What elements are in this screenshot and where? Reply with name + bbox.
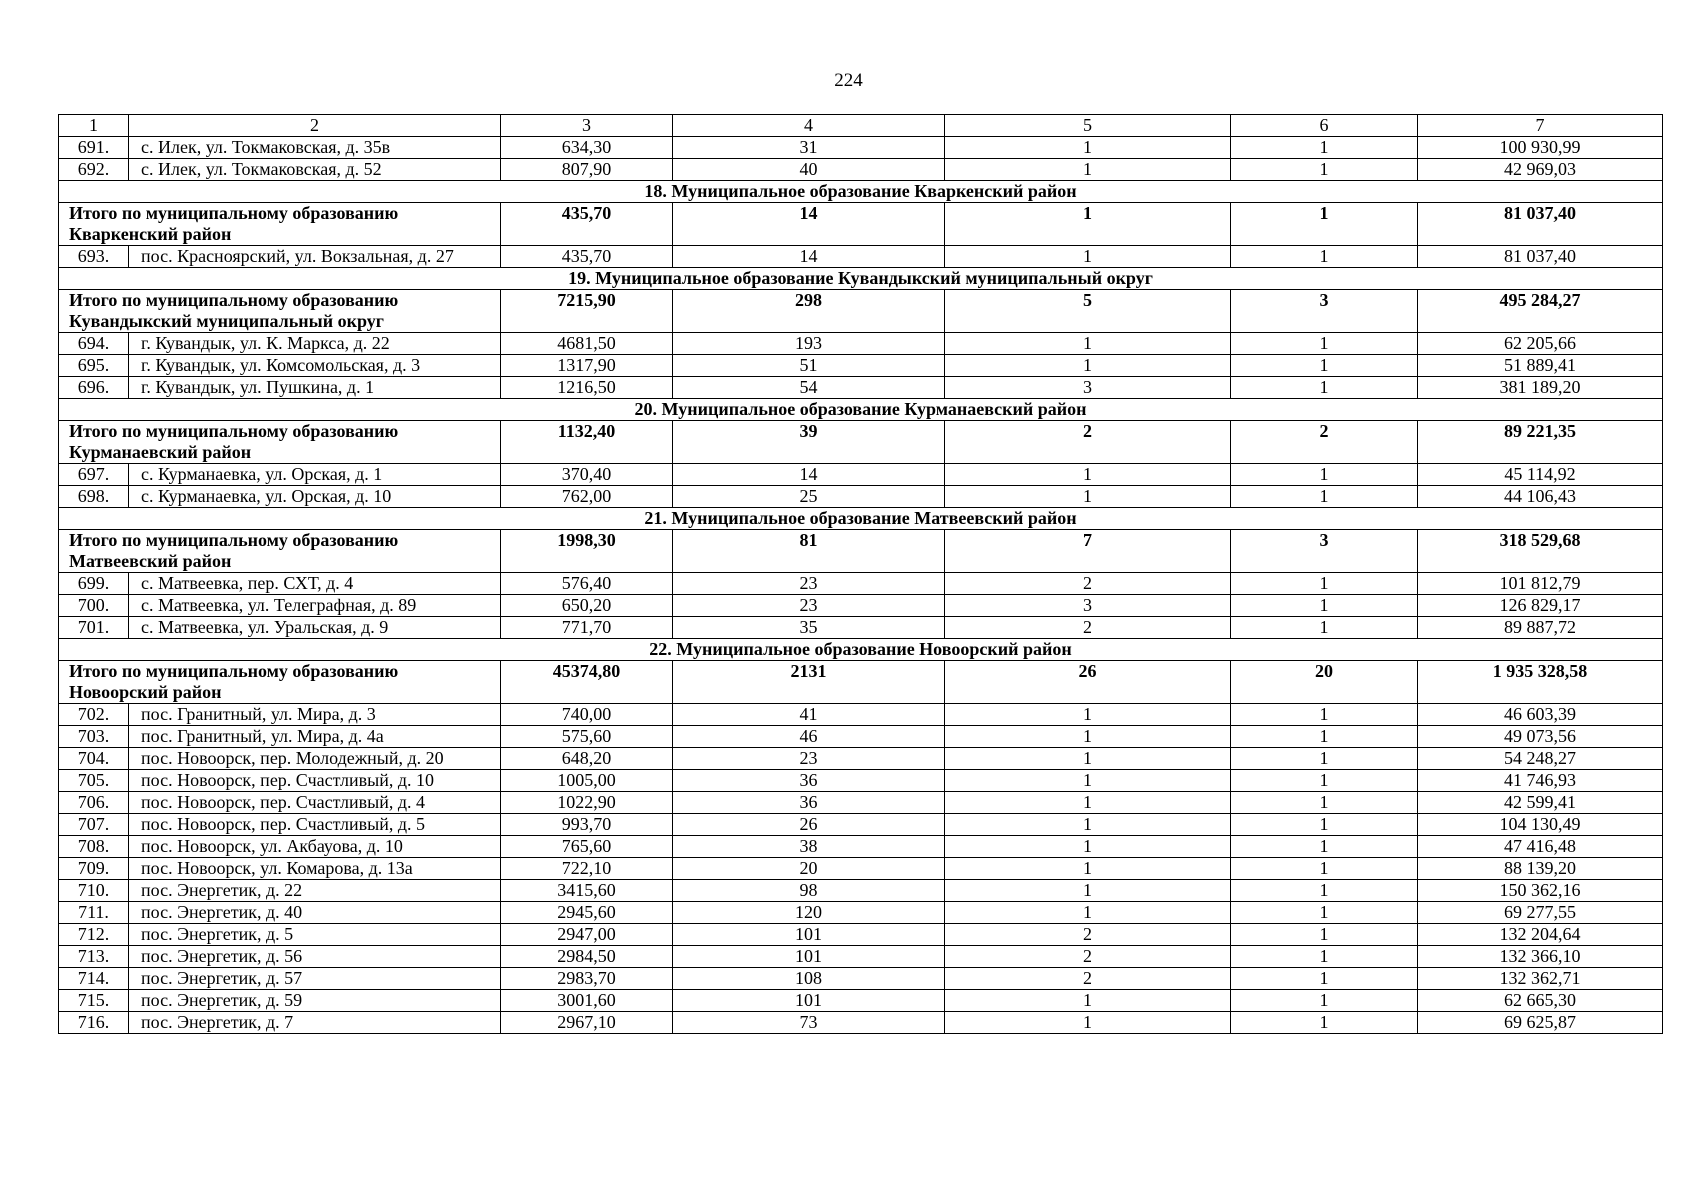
area-cell: 3001,60	[501, 990, 673, 1012]
amount-cell: 89 887,72	[1418, 617, 1663, 639]
subtotal-value: 7215,90	[501, 290, 673, 333]
col6-cell: 1	[1231, 704, 1418, 726]
subtotal-value: 1	[1231, 203, 1418, 246]
area-cell: 993,70	[501, 814, 673, 836]
col5-cell: 1	[945, 486, 1231, 508]
column-number-cell: 4	[673, 115, 945, 137]
table-row	[59, 246, 1663, 268]
table-row	[59, 355, 1663, 377]
address-cell: пос. Новоорск, пер. Счастливый, д. 5	[129, 814, 501, 836]
col6-cell: 1	[1231, 1012, 1418, 1034]
amount-cell: 101 812,79	[1418, 573, 1663, 595]
area-cell: 648,20	[501, 748, 673, 770]
subtotal-label: Итого по муниципальному образованию Кваркенский район	[59, 203, 501, 246]
amount-cell: 132 204,64	[1418, 924, 1663, 946]
column-number-cell: 5	[945, 115, 1231, 137]
amount-cell: 132 362,71	[1418, 968, 1663, 990]
subtotal-value: 1132,40	[501, 421, 673, 464]
residents-cell: 26	[673, 814, 945, 836]
col6-cell: 1	[1231, 836, 1418, 858]
table-row	[59, 946, 1663, 968]
area-cell: 1005,00	[501, 770, 673, 792]
col5-cell: 1	[945, 836, 1231, 858]
residents-cell: 101	[673, 924, 945, 946]
row-number: 696.	[59, 377, 129, 399]
subtotal-label: Итого по муниципальному образованию Кувандыкский муниципальный округ	[59, 290, 501, 333]
row-number: 702.	[59, 704, 129, 726]
row-number: 710.	[59, 880, 129, 902]
residents-cell: 101	[673, 946, 945, 968]
subtotal-row	[59, 290, 1663, 333]
residents-cell: 23	[673, 748, 945, 770]
subtotal-row	[59, 661, 1663, 704]
col5-cell: 1	[945, 880, 1231, 902]
amount-cell: 69 625,87	[1418, 1012, 1663, 1034]
section-heading: 22. Муниципальное образование Новоорский район	[59, 639, 1663, 661]
section-heading: 18. Муниципальное образование Кваркенский район	[59, 181, 1663, 203]
address-cell: пос. Энергетик, д. 22	[129, 880, 501, 902]
col5-cell: 1	[945, 902, 1231, 924]
column-number-cell: 7	[1418, 115, 1663, 137]
amount-cell: 132 366,10	[1418, 946, 1663, 968]
amount-cell: 42 969,03	[1418, 159, 1663, 181]
amount-cell: 47 416,48	[1418, 836, 1663, 858]
residents-cell: 51	[673, 355, 945, 377]
table-row	[59, 858, 1663, 880]
col6-cell: 1	[1231, 902, 1418, 924]
row-number: 704.	[59, 748, 129, 770]
amount-cell: 49 073,56	[1418, 726, 1663, 748]
address-cell: пос. Энергетик, д. 57	[129, 968, 501, 990]
col5-cell: 1	[945, 726, 1231, 748]
col5-cell: 1	[945, 770, 1231, 792]
housing-table	[58, 114, 1663, 1034]
col5-cell: 1	[945, 1012, 1231, 1034]
subtotal-value: 2	[1231, 421, 1418, 464]
subtotal-value: 7	[945, 530, 1231, 573]
col5-cell: 1	[945, 748, 1231, 770]
area-cell: 1022,90	[501, 792, 673, 814]
col5-cell: 1	[945, 464, 1231, 486]
table-row	[59, 486, 1663, 508]
amount-cell: 62 665,30	[1418, 990, 1663, 1012]
col6-cell: 1	[1231, 486, 1418, 508]
residents-cell: 20	[673, 858, 945, 880]
table-row	[59, 990, 1663, 1012]
amount-cell: 88 139,20	[1418, 858, 1663, 880]
section-heading-row	[59, 268, 1663, 290]
col6-cell: 1	[1231, 595, 1418, 617]
table-row	[59, 573, 1663, 595]
section-heading-row	[59, 399, 1663, 421]
table-row	[59, 333, 1663, 355]
address-cell: пос. Энергетик, д. 59	[129, 990, 501, 1012]
amount-cell: 69 277,55	[1418, 902, 1663, 924]
row-number: 711.	[59, 902, 129, 924]
address-cell: с. Илек, ул. Токмаковская, д. 35в	[129, 137, 501, 159]
address-cell: с. Матвеевка, ул. Телеграфная, д. 89	[129, 595, 501, 617]
subtotal-value: 5	[945, 290, 1231, 333]
amount-cell: 46 603,39	[1418, 704, 1663, 726]
subtotal-value: 81	[673, 530, 945, 573]
residents-cell: 98	[673, 880, 945, 902]
table-row	[59, 137, 1663, 159]
col5-cell: 2	[945, 617, 1231, 639]
table-row	[59, 880, 1663, 902]
subtotal-row	[59, 421, 1663, 464]
subtotal-value: 1 935 328,58	[1418, 661, 1663, 704]
row-number: 705.	[59, 770, 129, 792]
residents-cell: 31	[673, 137, 945, 159]
subtotal-value: 495 284,27	[1418, 290, 1663, 333]
row-number: 700.	[59, 595, 129, 617]
row-number: 709.	[59, 858, 129, 880]
col5-cell: 2	[945, 946, 1231, 968]
address-cell: пос. Гранитный, ул. Мира, д. 3	[129, 704, 501, 726]
area-cell: 650,20	[501, 595, 673, 617]
col6-cell: 1	[1231, 464, 1418, 486]
residents-cell: 41	[673, 704, 945, 726]
area-cell: 765,60	[501, 836, 673, 858]
row-number: 713.	[59, 946, 129, 968]
subtotal-value: 26	[945, 661, 1231, 704]
section-heading: 19. Муниципальное образование Кувандыкский муниципальный округ	[59, 268, 1663, 290]
address-cell: с. Илек, ул. Токмаковская, д. 52	[129, 159, 501, 181]
residents-cell: 38	[673, 836, 945, 858]
subtotal-value: 39	[673, 421, 945, 464]
row-number: 703.	[59, 726, 129, 748]
table-row	[59, 792, 1663, 814]
col6-cell: 1	[1231, 880, 1418, 902]
address-cell: г. Кувандык, ул. К. Маркса, д. 22	[129, 333, 501, 355]
residents-cell: 40	[673, 159, 945, 181]
residents-cell: 36	[673, 792, 945, 814]
col5-cell: 1	[945, 333, 1231, 355]
table-row	[59, 464, 1663, 486]
table-row	[59, 726, 1663, 748]
area-cell: 807,90	[501, 159, 673, 181]
col5-cell: 1	[945, 355, 1231, 377]
page-number: 224	[834, 70, 863, 91]
subtotal-value: 298	[673, 290, 945, 333]
residents-cell: 73	[673, 1012, 945, 1034]
col6-cell: 1	[1231, 748, 1418, 770]
residents-cell: 193	[673, 333, 945, 355]
col5-cell: 2	[945, 968, 1231, 990]
row-number: 701.	[59, 617, 129, 639]
area-cell: 1317,90	[501, 355, 673, 377]
address-cell: пос. Новоорск, ул. Акбауова, д. 10	[129, 836, 501, 858]
address-cell: г. Кувандык, ул. Пушкина, д. 1	[129, 377, 501, 399]
table-row	[59, 924, 1663, 946]
col5-cell: 3	[945, 595, 1231, 617]
residents-cell: 14	[673, 246, 945, 268]
subtotal-label: Итого по муниципальному образованию Новоорский район	[59, 661, 501, 704]
col6-cell: 1	[1231, 333, 1418, 355]
table-row	[59, 968, 1663, 990]
row-number: 708.	[59, 836, 129, 858]
residents-cell: 23	[673, 595, 945, 617]
table-row	[59, 836, 1663, 858]
address-cell: пос. Энергетик, д. 40	[129, 902, 501, 924]
subtotal-value: 3	[1231, 530, 1418, 573]
amount-cell: 41 746,93	[1418, 770, 1663, 792]
amount-cell: 42 599,41	[1418, 792, 1663, 814]
col5-cell: 2	[945, 924, 1231, 946]
section-heading-row	[59, 508, 1663, 530]
subtotal-value: 318 529,68	[1418, 530, 1663, 573]
address-cell: пос. Красноярский, ул. Вокзальная, д. 27	[129, 246, 501, 268]
area-cell: 740,00	[501, 704, 673, 726]
section-heading-row	[59, 639, 1663, 661]
row-number: 712.	[59, 924, 129, 946]
residents-cell: 108	[673, 968, 945, 990]
col5-cell: 1	[945, 159, 1231, 181]
area-cell: 1216,50	[501, 377, 673, 399]
row-number: 691.	[59, 137, 129, 159]
col6-cell: 1	[1231, 726, 1418, 748]
residents-cell: 46	[673, 726, 945, 748]
col6-cell: 1	[1231, 814, 1418, 836]
subtotal-value: 3	[1231, 290, 1418, 333]
subtotal-label: Итого по муниципальному образованию Матвеевский район	[59, 530, 501, 573]
residents-cell: 35	[673, 617, 945, 639]
area-cell: 3415,60	[501, 880, 673, 902]
col5-cell: 1	[945, 858, 1231, 880]
address-cell: пос. Новоорск, ул. Комарова, д. 13а	[129, 858, 501, 880]
col6-cell: 1	[1231, 355, 1418, 377]
area-cell: 771,70	[501, 617, 673, 639]
col6-cell: 1	[1231, 858, 1418, 880]
row-number: 716.	[59, 1012, 129, 1034]
address-cell: пос. Энергетик, д. 5	[129, 924, 501, 946]
area-cell: 2945,60	[501, 902, 673, 924]
table-row	[59, 595, 1663, 617]
column-number-cell: 6	[1231, 115, 1418, 137]
col6-cell: 1	[1231, 137, 1418, 159]
table-row	[59, 704, 1663, 726]
subtotal-value: 2	[945, 421, 1231, 464]
residents-cell: 101	[673, 990, 945, 1012]
table-row	[59, 377, 1663, 399]
col6-cell: 1	[1231, 946, 1418, 968]
address-cell: с. Курманаевка, ул. Орская, д. 1	[129, 464, 501, 486]
col6-cell: 1	[1231, 246, 1418, 268]
row-number: 695.	[59, 355, 129, 377]
amount-cell: 54 248,27	[1418, 748, 1663, 770]
col5-cell: 2	[945, 573, 1231, 595]
subtotal-row	[59, 530, 1663, 573]
table-row	[59, 748, 1663, 770]
col5-cell: 1	[945, 246, 1231, 268]
col6-cell: 1	[1231, 573, 1418, 595]
address-cell: пос. Энергетик, д. 56	[129, 946, 501, 968]
row-number: 707.	[59, 814, 129, 836]
area-cell: 4681,50	[501, 333, 673, 355]
amount-cell: 150 362,16	[1418, 880, 1663, 902]
col6-cell: 1	[1231, 990, 1418, 1012]
row-number: 706.	[59, 792, 129, 814]
area-cell: 576,40	[501, 573, 673, 595]
residents-cell: 14	[673, 464, 945, 486]
section-heading-row	[59, 181, 1663, 203]
col6-cell: 1	[1231, 968, 1418, 990]
column-number-cell: 2	[129, 115, 501, 137]
amount-cell: 62 205,66	[1418, 333, 1663, 355]
amount-cell: 51 889,41	[1418, 355, 1663, 377]
section-heading: 20. Муниципальное образование Курманаевский район	[59, 399, 1663, 421]
address-cell: пос. Энергетик, д. 7	[129, 1012, 501, 1034]
subtotal-label: Итого по муниципальному образованию Курманаевский район	[59, 421, 501, 464]
area-cell: 722,10	[501, 858, 673, 880]
col5-cell: 1	[945, 792, 1231, 814]
residents-cell: 54	[673, 377, 945, 399]
amount-cell: 44 106,43	[1418, 486, 1663, 508]
address-cell: пос. Новоорск, пер. Счастливый, д. 10	[129, 770, 501, 792]
row-number: 698.	[59, 486, 129, 508]
section-heading: 21. Муниципальное образование Матвеевский район	[59, 508, 1663, 530]
table-row	[59, 1012, 1663, 1034]
address-cell: пос. Гранитный, ул. Мира, д. 4а	[129, 726, 501, 748]
address-cell: с. Матвеевка, пер. СХТ, д. 4	[129, 573, 501, 595]
amount-cell: 104 130,49	[1418, 814, 1663, 836]
residents-cell: 25	[673, 486, 945, 508]
area-cell: 2983,70	[501, 968, 673, 990]
address-cell: с. Курманаевка, ул. Орская, д. 10	[129, 486, 501, 508]
row-number: 715.	[59, 990, 129, 1012]
amount-cell: 81 037,40	[1418, 246, 1663, 268]
table-row	[59, 902, 1663, 924]
subtotal-value: 20	[1231, 661, 1418, 704]
col6-cell: 1	[1231, 924, 1418, 946]
area-cell: 435,70	[501, 246, 673, 268]
subtotal-value: 89 221,35	[1418, 421, 1663, 464]
area-cell: 762,00	[501, 486, 673, 508]
table-row	[59, 617, 1663, 639]
col6-cell: 1	[1231, 377, 1418, 399]
row-number: 699.	[59, 573, 129, 595]
table-row	[59, 814, 1663, 836]
subtotal-value: 81 037,40	[1418, 203, 1663, 246]
area-cell: 370,40	[501, 464, 673, 486]
subtotal-value: 14	[673, 203, 945, 246]
amount-cell: 45 114,92	[1418, 464, 1663, 486]
address-cell: г. Кувандык, ул. Комсомольская, д. 3	[129, 355, 501, 377]
row-number: 692.	[59, 159, 129, 181]
address-cell: пос. Новоорск, пер. Счастливый, д. 4	[129, 792, 501, 814]
col6-cell: 1	[1231, 770, 1418, 792]
col5-cell: 1	[945, 814, 1231, 836]
residents-cell: 36	[673, 770, 945, 792]
row-number: 714.	[59, 968, 129, 990]
residents-cell: 23	[673, 573, 945, 595]
column-number-row	[59, 115, 1663, 137]
col5-cell: 1	[945, 990, 1231, 1012]
area-cell: 634,30	[501, 137, 673, 159]
col5-cell: 3	[945, 377, 1231, 399]
subtotal-value: 1998,30	[501, 530, 673, 573]
col6-cell: 1	[1231, 159, 1418, 181]
subtotal-value: 2131	[673, 661, 945, 704]
subtotal-value: 45374,80	[501, 661, 673, 704]
amount-cell: 381 189,20	[1418, 377, 1663, 399]
row-number: 693.	[59, 246, 129, 268]
column-number-cell: 1	[59, 115, 129, 137]
subtotal-row	[59, 203, 1663, 246]
address-cell: пос. Новоорск, пер. Молодежный, д. 20	[129, 748, 501, 770]
row-number: 697.	[59, 464, 129, 486]
subtotal-value: 1	[945, 203, 1231, 246]
amount-cell: 100 930,99	[1418, 137, 1663, 159]
area-cell: 2967,10	[501, 1012, 673, 1034]
amount-cell: 126 829,17	[1418, 595, 1663, 617]
col6-cell: 1	[1231, 792, 1418, 814]
address-cell: с. Матвеевка, ул. Уральская, д. 9	[129, 617, 501, 639]
area-cell: 2984,50	[501, 946, 673, 968]
area-cell: 2947,00	[501, 924, 673, 946]
table-row	[59, 159, 1663, 181]
col6-cell: 1	[1231, 617, 1418, 639]
col5-cell: 1	[945, 704, 1231, 726]
table-row	[59, 770, 1663, 792]
col5-cell: 1	[945, 137, 1231, 159]
area-cell: 575,60	[501, 726, 673, 748]
column-number-cell: 3	[501, 115, 673, 137]
subtotal-value: 435,70	[501, 203, 673, 246]
row-number: 694.	[59, 333, 129, 355]
residents-cell: 120	[673, 902, 945, 924]
